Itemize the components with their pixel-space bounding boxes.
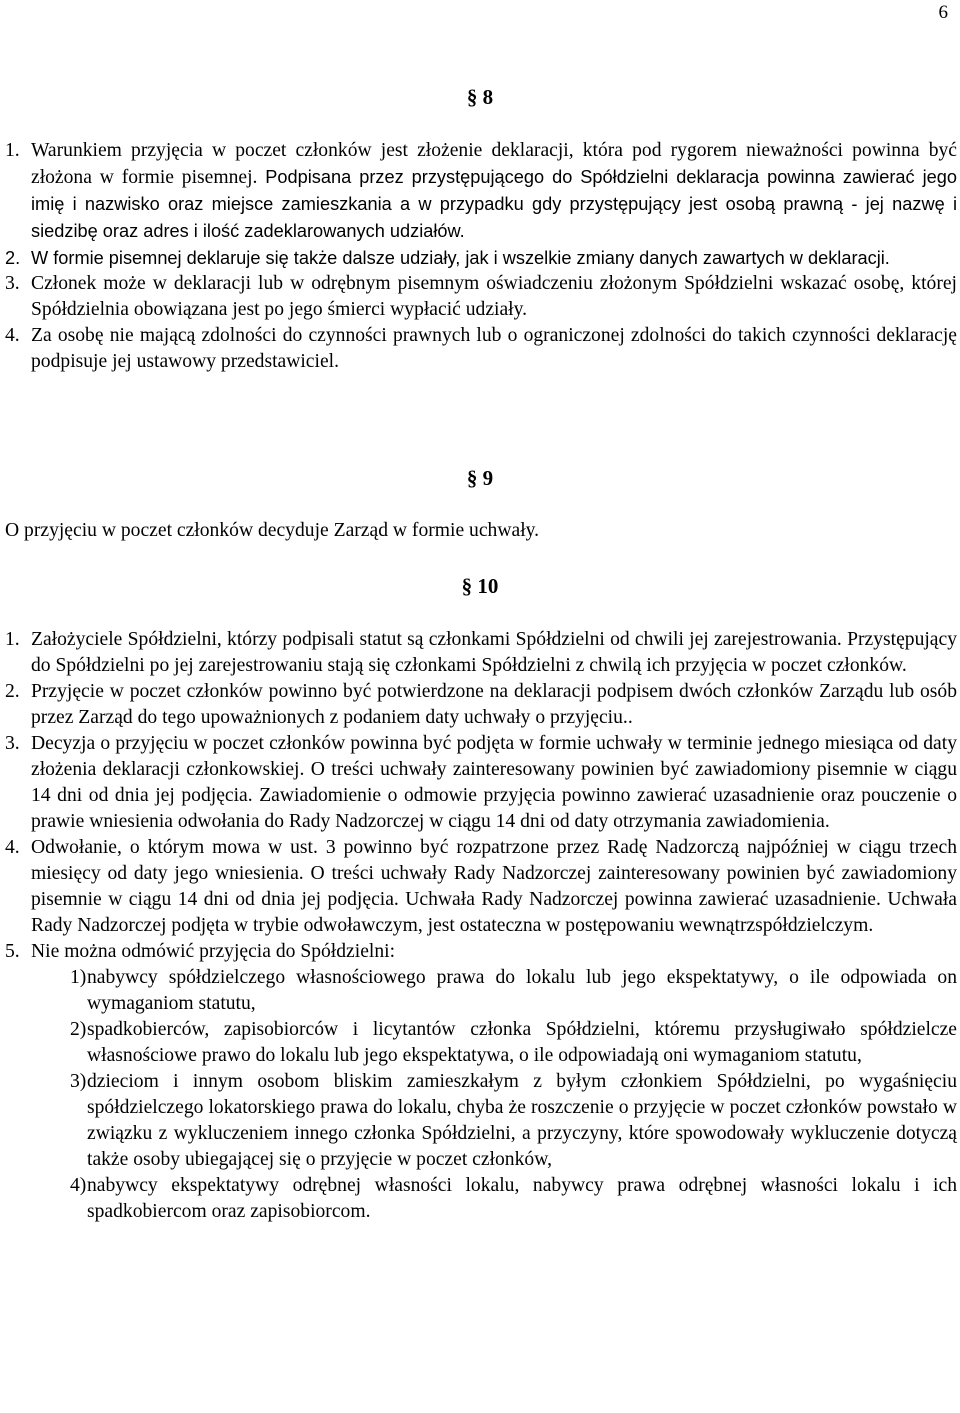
section-10-subitem: [5, 1069, 957, 1173]
section-10-subitem: [5, 965, 957, 1017]
item-text-sans: Podpisana przez przystępującego do Spółdzielni deklaracja powinna zawierać jego imię i nazwisko oraz miejsce zamieszkania a w przypadku gdy przystępujący jest osobą prawną - jej nazwę i siedzibę oraz adres i ilość zadeklarowanych udziałów.: [31, 167, 957, 241]
section-8-item: [5, 271, 957, 323]
section-8-item: [5, 323, 957, 375]
item-number: 4.: [5, 325, 20, 346]
section-10-item: [5, 939, 957, 965]
section-10-item: [5, 627, 957, 679]
subitem-text: nabywcy ekspektatywy odrębnej własności lokalu, nabywcy prawa odrębnej własności lokalu i ich spadkobiercom oraz zapisobiorcom.: [87, 1175, 957, 1222]
item-text: Warunkiem przyjęcia w poczet członków jest złożenie deklaracji, która pod rygorem nieważności powinna być złożona w formie pisemnej.: [31, 140, 957, 188]
section-10-item: [5, 679, 957, 731]
item-text: Przyjęcie w poczet członków powinno być potwierdzone na deklaracji podpisem dwóch członków Zarządu lub osób przez Zarząd do tego upoważnionych z podaniem daty uchwały o przyjęciu..: [31, 681, 957, 728]
item-number: 1.: [5, 629, 20, 650]
item-text: W formie pisemnej deklaruje się także dalsze udziały, jak i wszelkie zmiany danych zawartych w deklaracji.: [31, 248, 890, 268]
item-number: 2.: [5, 681, 20, 702]
item-text: Członek może w deklaracji lub w odrębnym pisemnym oświadczeniu złożonym Spółdzielni wskazać osobę, której Spółdzielnia obowiązana jest po jego śmierci wypłacić udziały.: [31, 273, 957, 320]
section-8-body: [5, 138, 957, 375]
item-number: 5.: [5, 941, 20, 962]
section-9-heading: § 9: [466, 466, 494, 490]
subitem-text: dzieciom i innym osobom bliskim zamieszkałym z byłym członkiem Spółdzielni, po wygaśnięciu spółdzielczego lokatorskiego prawa do lokalu, chyba że roszczenie o przyjęcie w poczet członków powstało w związku z wykluczeniem innego członka Spółdzielni, a przyczyny, które spowodowały wykluczenie dotyczą także osoby ubiegającej się o przyjęcie w poczet członków,: [87, 1071, 957, 1170]
section-8-item: [5, 245, 957, 271]
item-number: 1.: [5, 140, 20, 161]
section-10-item: [5, 835, 957, 939]
section-10-item: [5, 731, 957, 835]
subitem-number: 3): [70, 1071, 87, 1092]
subitem-number: 4): [70, 1175, 87, 1196]
section-8-item: [5, 138, 957, 245]
item-text: Założyciele Spółdzielni, którzy podpisali statut są członkami Spółdzielni od chwili jej zarejestrowania. Przystępujący do Spółdzielni po jej zarejestrowaniu stają się członkami Spółdzielni z chwilą ich przyjęcia w poczet członków.: [31, 629, 957, 676]
item-number: 3.: [5, 733, 20, 754]
item-text: Nie można odmówić przyjęcia do Spółdzielni:: [31, 941, 396, 962]
subitem-number: 1): [70, 967, 87, 988]
item-number: 3.: [5, 273, 20, 294]
item-text: Za osobę nie mającą zdolności do czynności prawnych lub o ograniczonej zdolności do takich czynności deklarację podpisuje jej ustawowy przedstawiciel.: [31, 325, 957, 372]
item-number: 2.: [5, 248, 21, 268]
item-text: Decyzja o przyjęciu w poczet członków powinna być podjęta w formie uchwały w terminie jednego miesiąca od daty złożenia deklaracji członkowskiej. O treści uchwały zainteresowany powinien być zawiadomiony pisemnie w ciągu 14 dni od dnia jej podjęcia. Zawiadomienie o odmowie przyjęcia powinno zawierać uzasadnienie oraz pouczenie o prawie wniesienia odwołania do Rady Nadzorczej w ciągu 14 dni od daty otrzymania zawiadomienia.: [31, 733, 957, 832]
subitem-number: 2): [70, 1019, 87, 1040]
section-10-subitem: [5, 1017, 957, 1069]
subitem-text: nabywcy spółdzielczego własnościowego prawa do lokalu lub jego ekspektatywy, o ile odpowiada on wymaganiom statutu,: [87, 967, 957, 1014]
item-text: Odwołanie, o którym mowa w ust. 3 powinno być rozpatrzone przez Radę Nadzorczą najpóźniej w ciągu trzech miesięcy od daty jego wniesienia. O treści uchwały Rady Nadzorczej zainteresowany powinien być zawiadomiony pisemnie w ciągu 14 dni od dnia jej podjęcia. Uchwała Rady Nadzorczej powinna zawierać uzasadnienie. Uchwała Rady Nadzorczej podjęta w trybie odwoławczym, jest ostateczna w postępowaniu wewnątrzspółdzielczym.: [31, 837, 957, 936]
item-number: 4.: [5, 837, 20, 858]
section-8-heading: § 8: [466, 85, 494, 109]
section-10-heading: § 10: [461, 574, 499, 598]
page-number: 6: [938, 2, 948, 23]
section-10-body: [5, 627, 957, 1225]
section-9-text: O przyjęciu w poczet członków decyduje Zarząd w formie uchwały.: [5, 520, 540, 541]
section-10-subitem: [5, 1173, 957, 1225]
subitem-text: spadkobierców, zapisobiorców i licytantów członka Spółdzielni, któremu przysługiwało spółdzielcze własnościowe prawo do lokalu lub jego ekspektatywa, o ile odpowiadają oni wymaganiom statutu,: [87, 1019, 957, 1066]
